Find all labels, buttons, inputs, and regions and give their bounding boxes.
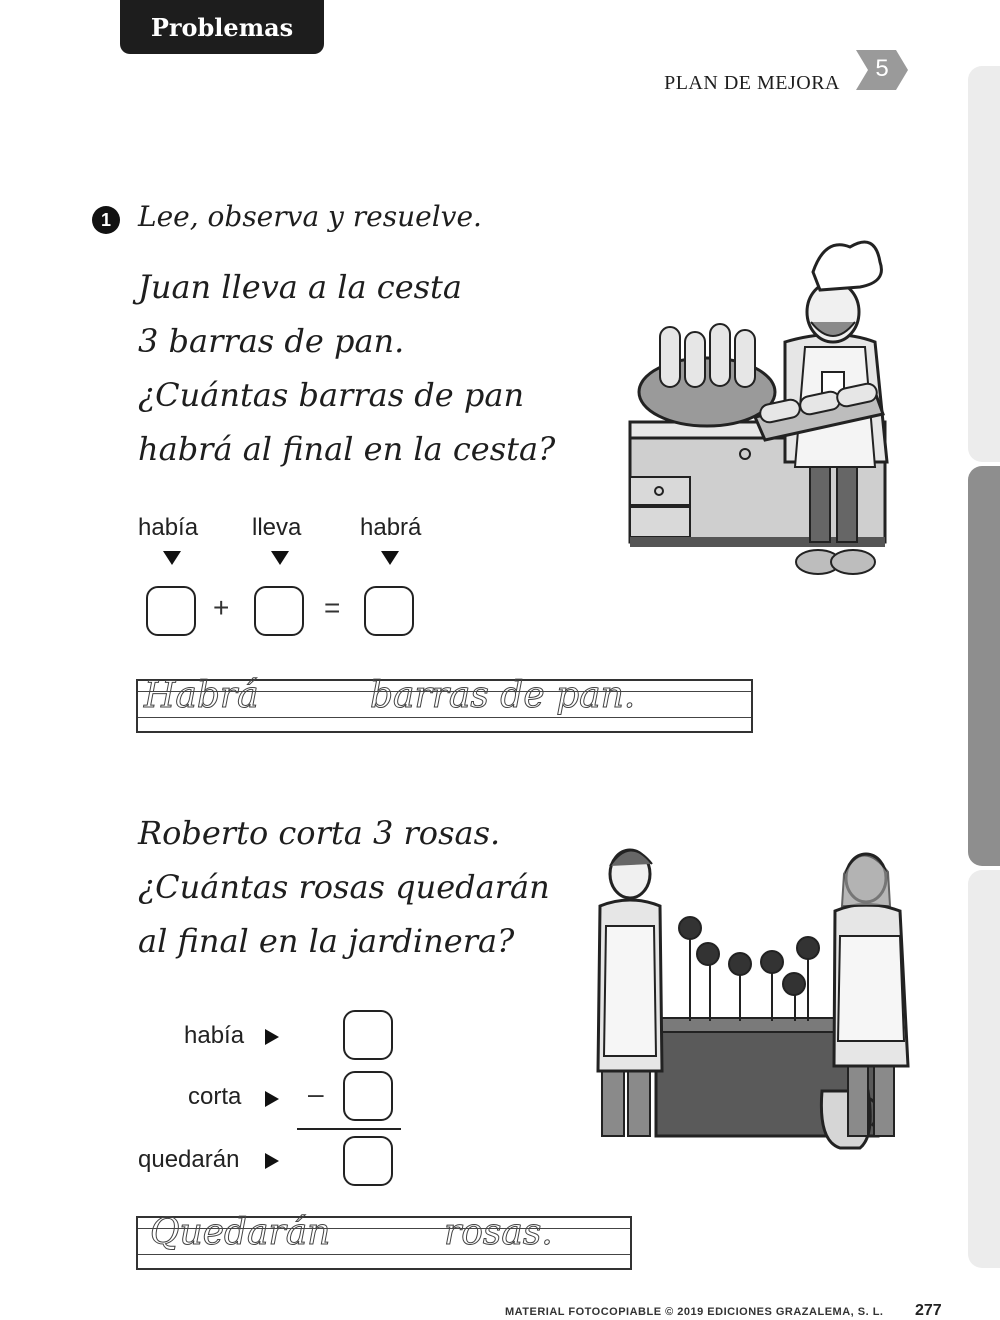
answer-box-habra[interactable] <box>364 586 414 636</box>
trace-word: rosas. <box>444 1212 553 1253</box>
answer-box-quedaran[interactable] <box>343 1136 393 1186</box>
plus-sign: + <box>213 592 230 623</box>
problem-2-line: al final en la jardinera? <box>138 922 515 960</box>
exercise-instruction: Lee, observa y resuelve. <box>138 200 482 233</box>
label-quedaran: quedarán <box>138 1146 240 1173</box>
unit-number: 5 <box>875 55 889 82</box>
trace-word: Quedarán <box>150 1212 331 1253</box>
trace-word: barras de pan. <box>370 675 636 716</box>
problem-1-line: 3 barras de pan. <box>138 322 405 360</box>
answer-box-habia[interactable] <box>343 1010 393 1060</box>
answer-box-corta[interactable] <box>343 1071 393 1121</box>
answer-writing-line-2[interactable] <box>136 1212 632 1270</box>
side-tab-bottom[interactable] <box>968 870 1000 1268</box>
side-tab-middle[interactable] <box>968 466 1000 866</box>
gardeners-illustration <box>590 836 920 1154</box>
problem-1-text <box>138 260 555 476</box>
section-tab: Problemas <box>120 0 324 54</box>
label-habra: habrá <box>360 514 422 541</box>
subtraction-line <box>297 1128 401 1130</box>
exercise-number: 1 <box>92 206 120 234</box>
problem-2-line: Roberto corta 3 rosas. <box>138 814 501 852</box>
arrow-right-icon <box>265 1029 279 1045</box>
problem-2-text <box>138 806 550 968</box>
baker-illustration <box>625 232 895 580</box>
label-corta: corta <box>188 1083 242 1110</box>
problem-1-line: ¿Cuántas barras de pan <box>138 376 525 414</box>
arrow-down-icon <box>381 551 399 565</box>
trace-word: Habrá <box>144 675 259 716</box>
arrow-down-icon <box>271 551 289 565</box>
minus-sign: – <box>308 1078 324 1109</box>
label-habia: había <box>138 514 199 541</box>
problem-1-line: habrá al final en la cesta? <box>138 430 556 468</box>
problem-1-line: Juan lleva a la cesta <box>138 268 462 306</box>
answer-writing-line-1[interactable] <box>136 675 753 733</box>
problem-2-line: ¿Cuántas rosas quedarán <box>138 868 550 906</box>
arrow-right-icon <box>265 1153 279 1169</box>
side-tab-top[interactable] <box>968 66 1000 462</box>
label-habia: había <box>184 1022 245 1049</box>
answer-box-habia[interactable] <box>146 586 196 636</box>
arrow-right-icon <box>265 1091 279 1107</box>
page-number: 277 <box>915 1302 942 1319</box>
footer-copyright: MATERIAL FOTOCOPIABLE © 2019 EDICIONES GRAZALEMA, S. L. <box>505 1306 884 1318</box>
answer-box-lleva[interactable] <box>254 586 304 636</box>
arrow-down-icon <box>163 551 181 565</box>
equals-sign: = <box>324 592 341 623</box>
label-lleva: lleva <box>252 514 302 541</box>
plan-label: PLAN DE MEJORA <box>664 72 840 94</box>
